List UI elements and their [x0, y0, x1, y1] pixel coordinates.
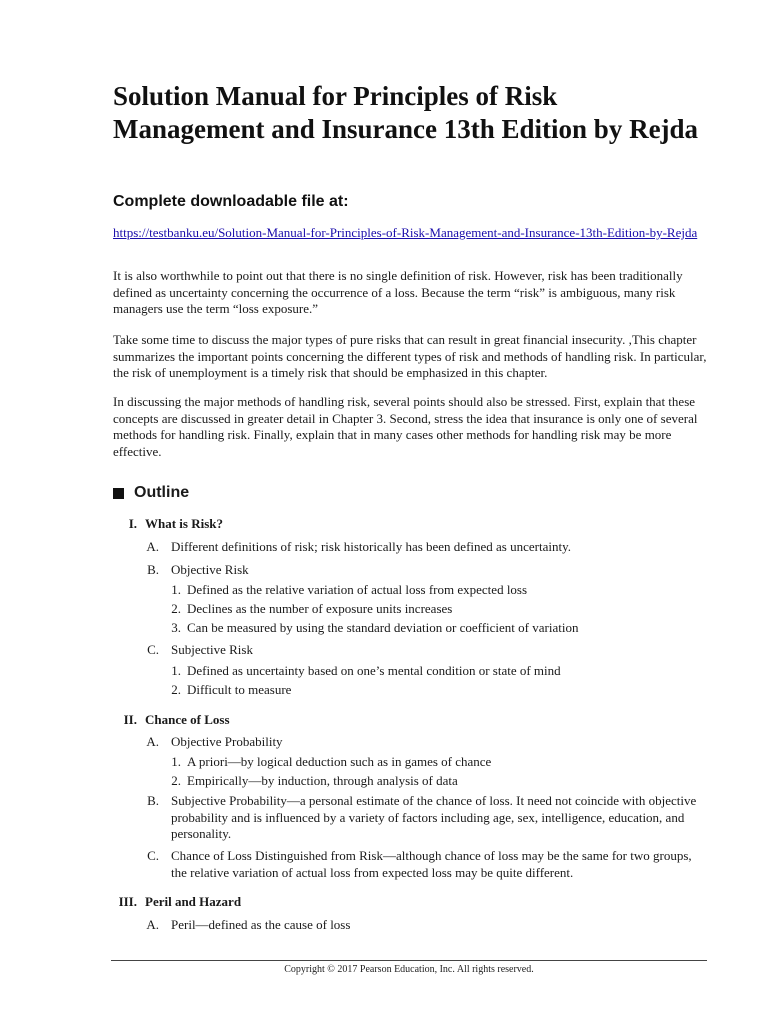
- download-link[interactable]: https://testbanku.eu/Solution-Manual-for-Principles-of-Risk-Management-and-Insurance-13th-Edition-by-Rejda: [113, 225, 698, 240]
- section-number: III.: [118, 894, 137, 909]
- download-heading: Complete downloadable file at:: [113, 193, 349, 210]
- subitem-number: 2.: [171, 682, 181, 697]
- item-text: Different definitions of risk; risk historically has been defined as uncertainty.: [171, 539, 571, 554]
- outline-item-chance-vs-risk: [145, 848, 707, 881]
- item-text: Objective Risk: [171, 562, 249, 577]
- outline-subitem: [171, 582, 707, 599]
- outline-section-chance-of-loss: [113, 712, 230, 729]
- outline-item-objective-probability: [145, 734, 707, 751]
- copyright-footer: Copyright © 2017 Pearson Education, Inc. All rights reserved.: [284, 964, 534, 975]
- footer-divider: [111, 960, 707, 961]
- outline-heading-label: Outline: [134, 484, 190, 501]
- outline-item-objective-risk: [145, 562, 707, 579]
- outline-item-peril: [145, 917, 707, 934]
- item-text: Objective Probability: [171, 734, 283, 749]
- square-bullet-icon: [113, 488, 124, 499]
- item-letter: A.: [146, 734, 159, 749]
- section-number: I.: [128, 516, 137, 531]
- section-number: II.: [123, 712, 137, 727]
- subitem-number: 2.: [171, 773, 181, 788]
- outline-item-subjective-probability: [145, 793, 707, 843]
- outline-section-peril-and-hazard: [113, 894, 241, 911]
- subitem-text: Defined as the relative variation of actual loss from expected loss: [187, 582, 528, 597]
- outline-subitem: [171, 620, 707, 637]
- item-letter: C.: [147, 848, 159, 863]
- subitem-text: Empirically—by induction, through analysis of data: [187, 773, 458, 788]
- intro-paragraph-3: In discussing the major methods of handling risk, several points should also be stressed. First, explain that these concepts are discussed in greater detail in Chapter 3. Second, stress the idea that insurance is only one of several methods for handling risk. Finally, explain that in many cases other methods for handling risk may be more effective.: [113, 394, 698, 459]
- outline-heading: [113, 484, 189, 502]
- item-letter: B.: [147, 562, 159, 577]
- outline-subitem: [171, 682, 707, 699]
- item-letter: B.: [147, 793, 159, 808]
- outline-subitem: [171, 754, 707, 771]
- subitem-number: 1.: [171, 754, 181, 769]
- subitem-text: A priori—by logical deduction such as in games of chance: [187, 754, 492, 769]
- section-title: Peril and Hazard: [145, 894, 242, 909]
- section-title: What is Risk?: [145, 516, 224, 531]
- item-letter: C.: [147, 642, 159, 657]
- subitem-text: Declines as the number of exposure units increases: [187, 601, 453, 616]
- outline-subitem: [171, 663, 707, 680]
- section-title: Chance of Loss: [145, 712, 230, 727]
- subitem-text: Can be measured by using the standard deviation or coefficient of variation: [187, 620, 579, 635]
- subitem-text: Defined as uncertainty based on one’s mental condition or state of mind: [187, 663, 561, 678]
- document-title: Solution Manual for Principles of Risk Management and Insurance 13th Edition by Rejda: [113, 81, 699, 144]
- subitem-text: Difficult to measure: [187, 682, 292, 697]
- subitem-number: 2.: [171, 601, 181, 616]
- item-text: Subjective Risk: [171, 642, 253, 657]
- subitem-number: 3.: [171, 620, 181, 635]
- outline-item-definitions: [145, 539, 707, 556]
- subitem-number: 1.: [171, 582, 181, 597]
- item-text: Subjective Probability—a personal estimate of the chance of loss. It need not coincide with objective probability and is influenced by a variety of factors including age, sex, intelligence, education, and personality.: [171, 793, 697, 841]
- intro-paragraph-2: Take some time to discuss the major types of pure risks that can result in great financial insecurity. ,This chapter summarizes the important points concerning the different types of risk and methods of handling risk. In particular, the risk of unemployment is a timely risk that should be emphasized in this chapter.: [113, 332, 707, 380]
- outline-item-subjective-risk: [145, 642, 707, 659]
- outline-subitem: [171, 773, 707, 790]
- outline-subitem: [171, 601, 707, 618]
- item-letter: A.: [146, 539, 159, 554]
- item-text: Chance of Loss Distinguished from Risk—although chance of loss may be the same for two groups, the relative variation of actual loss from expected loss may be quite different.: [171, 848, 692, 880]
- item-text: Peril—defined as the cause of loss: [171, 917, 351, 932]
- item-letter: A.: [146, 917, 159, 932]
- intro-paragraph-1: It is also worthwhile to point out that there is no single definition of risk. However, risk has been traditionally defined as uncertainty concerning the occurrence of a loss. Because the term “risk” is ambiguous, many risk managers use the term “loss exposure.”: [113, 268, 683, 316]
- subitem-number: 1.: [171, 663, 181, 678]
- outline-section-what-is-risk: [113, 516, 223, 533]
